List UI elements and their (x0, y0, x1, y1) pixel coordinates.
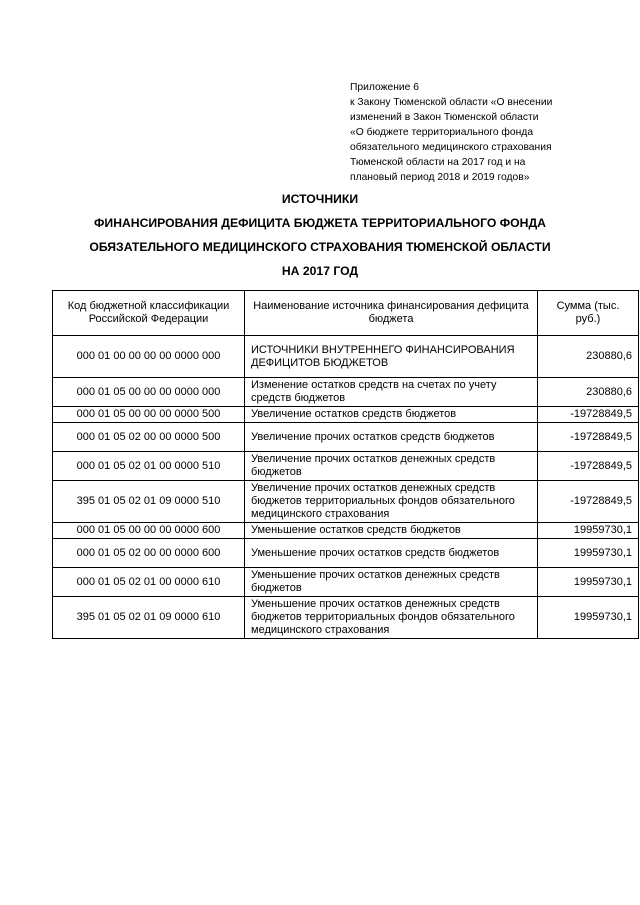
cell-name: Увеличение прочих остатков денежных средств бюджетов территориальных фондов обязательного медицинского страхования (245, 481, 538, 523)
cell-name: ИСТОЧНИКИ ВНУТРЕННЕГО ФИНАНСИРОВАНИЯ ДЕФИЦИТОВ БЮДЖЕТОВ (245, 336, 538, 378)
cell-sum: 19959730,1 (538, 568, 639, 597)
cell-sum: -19728849,5 (538, 481, 639, 523)
table-row (53, 523, 639, 539)
budget-sources-table (52, 290, 639, 639)
cell-name: Увеличение прочих остатков средств бюджетов (245, 423, 538, 452)
header-code: Код бюджетной классификации Российской Федерации (53, 291, 245, 336)
title-line: НА 2017 ГОД (281, 264, 359, 278)
cell-name: Уменьшение прочих остатков денежных средств бюджетов территориальных фондов обязательного медицинского страхования (245, 597, 538, 639)
appendix-line: плановый период 2018 и 2019 годов» (350, 172, 530, 183)
appendix-line: «О бюджете территориального фонда (350, 127, 534, 138)
cell-code: 000 01 05 00 00 00 0000 600 (53, 523, 245, 539)
table-row (53, 423, 639, 452)
table-row (53, 539, 639, 568)
appendix-line: обязательного медицинского страхования (350, 142, 552, 153)
cell-name: Уменьшение остатков средств бюджетов (245, 523, 538, 539)
cell-name: Увеличение прочих остатков денежных средств бюджетов (245, 452, 538, 481)
cell-code: 000 01 05 02 01 00 0000 610 (53, 568, 245, 597)
appendix-note (350, 80, 620, 185)
header-name: Наименование источника финансирования дефицита бюджета (245, 291, 538, 336)
cell-code: 395 01 05 02 01 09 0000 610 (53, 597, 245, 639)
appendix-line: к Закону Тюменской области «О внесении (350, 97, 553, 108)
table-row (53, 378, 639, 407)
cell-sum: 19959730,1 (538, 597, 639, 639)
cell-name: Уменьшение прочих остатков денежных средств бюджетов (245, 568, 538, 597)
appendix-line: Тюменской области на 2017 год и на (350, 157, 526, 168)
cell-sum: 230880,6 (538, 336, 639, 378)
cell-sum: 19959730,1 (538, 523, 639, 539)
cell-sum: 19959730,1 (538, 539, 639, 568)
cell-name: Увеличение остатков средств бюджетов (245, 407, 538, 423)
cell-code: 000 01 00 00 00 00 0000 000 (53, 336, 245, 378)
cell-sum: -19728849,5 (538, 452, 639, 481)
title-line: ФИНАНСИРОВАНИЯ ДЕФИЦИТА БЮДЖЕТА ТЕРРИТОРИАЛЬНОГО ФОНДА (94, 216, 546, 230)
cell-code: 000 01 05 02 00 00 0000 500 (53, 423, 245, 452)
title-line: ИСТОЧНИКИ (281, 192, 359, 206)
cell-code: 000 01 05 00 00 00 0000 500 (53, 407, 245, 423)
cell-name: Уменьшение прочих остатков средств бюджетов (245, 539, 538, 568)
table-row (53, 481, 639, 523)
cell-sum: 230880,6 (538, 378, 639, 407)
cell-code: 000 01 05 02 00 00 0000 600 (53, 539, 245, 568)
table-row (53, 597, 639, 639)
appendix-line: Приложение 6 (350, 82, 419, 93)
cell-code: 000 01 05 00 00 00 0000 000 (53, 378, 245, 407)
title-line: ОБЯЗАТЕЛЬНОГО МЕДИЦИНСКОГО СТРАХОВАНИЯ ТЮМЕНСКОЙ ОБЛАСТИ (89, 240, 551, 254)
cell-sum: -19728849,5 (538, 423, 639, 452)
table-row (53, 407, 639, 423)
cell-code: 395 01 05 02 01 09 0000 510 (53, 481, 245, 523)
cell-code: 000 01 05 02 01 00 0000 510 (53, 452, 245, 481)
cell-name: Изменение остатков средств на счетах по учету средств бюджетов (245, 378, 538, 407)
table-row (53, 336, 639, 378)
document-title (40, 187, 600, 283)
header-sum: Сумма (тыс. руб.) (538, 291, 639, 336)
appendix-line: изменений в Закон Тюменской области (350, 112, 539, 123)
cell-sum: -19728849,5 (538, 407, 639, 423)
table-row (53, 568, 639, 597)
table-header-row (53, 291, 639, 336)
table-row (53, 452, 639, 481)
